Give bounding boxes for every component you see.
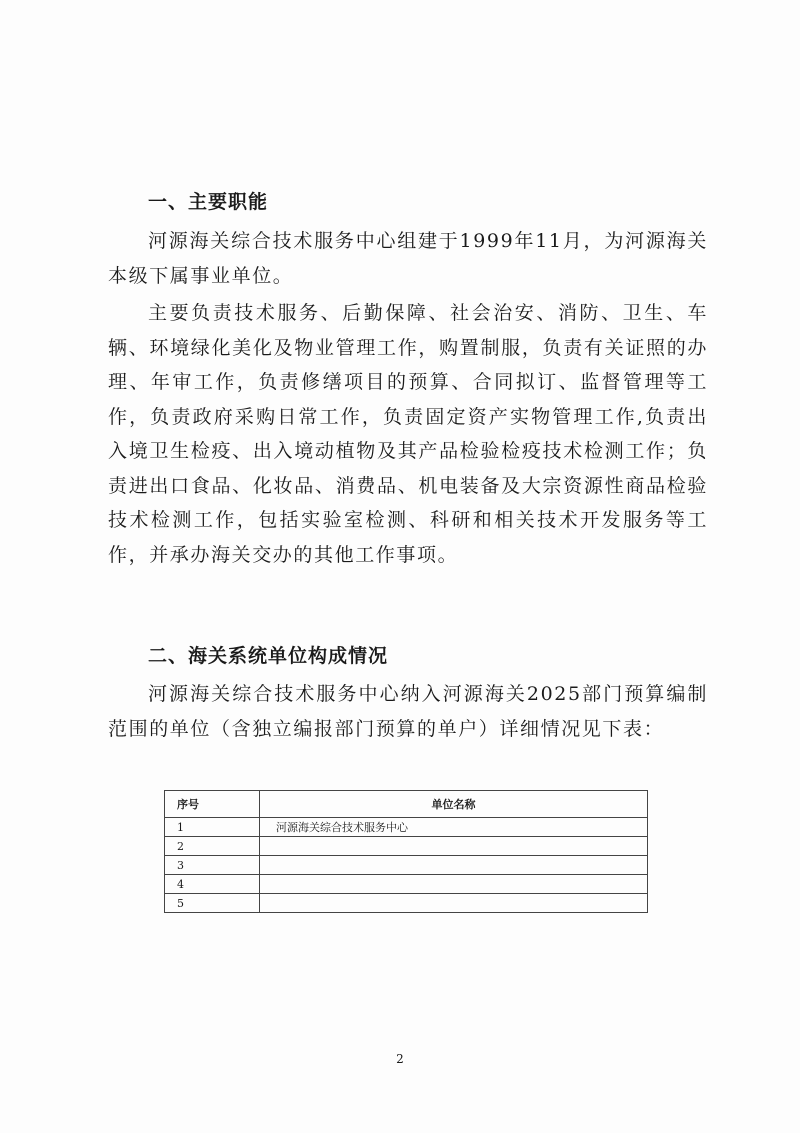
paragraph-establishment: 河源海关综合技术服务中心组建于1999年11月，为河源海关本级下属事业单位。 xyxy=(108,230,708,287)
paragraph-responsibilities: 主要负责技术服务、后勤保障、社会治安、消防、卫生、车辆、环境绿化美化及物业管理工作，购置制服，负责有关证照的办理、年审工作，负责修缮项目的预算、合同拟订、监督管理等工作，负责政府采购日常工作，负责固定资产实物管理工作,负责出入境卫生检疫、出入境动植物及其产品检验检疫技术检测工作；负责进出口食品、化妆品、消费品、机电装备及大宗资源性商品检验技术检测工作，包括实验室检测、科研和相关技术开发服务等工作，并承办海关交办的其他工作事项。 xyxy=(108,302,708,566)
unit-name: 河源海关综合技术服务中心 xyxy=(260,818,648,837)
row-number: 2 xyxy=(165,837,260,856)
row-number: 4 xyxy=(165,875,260,894)
column-header-no: 序号 xyxy=(165,791,260,818)
table-header-row xyxy=(165,791,648,818)
unit-name xyxy=(260,856,648,875)
table-row xyxy=(165,894,648,913)
table-row xyxy=(165,837,648,856)
row-number: 5 xyxy=(165,894,260,913)
section-heading-unit-composition: 二、海关系统单位构成情况 xyxy=(148,645,389,667)
table-row xyxy=(165,856,648,875)
section-heading-main-functions: 一、主要职能 xyxy=(148,191,269,213)
row-number: 3 xyxy=(165,856,260,875)
paragraph-budget-scope: 河源海关综合技术服务中心纳入河源海关2025部门预算编制范围的单位（含独立编报部门预算的单户）详细情况见下表： xyxy=(108,683,708,740)
unit-name xyxy=(260,894,648,913)
unit-name xyxy=(260,875,648,894)
column-header-name: 单位名称 xyxy=(260,791,648,818)
row-number: 1 xyxy=(165,818,260,837)
unit-name xyxy=(260,837,648,856)
page-number: 2 xyxy=(396,1052,404,1066)
table-row xyxy=(165,875,648,894)
unit-table xyxy=(164,790,648,913)
table-row xyxy=(165,818,648,837)
